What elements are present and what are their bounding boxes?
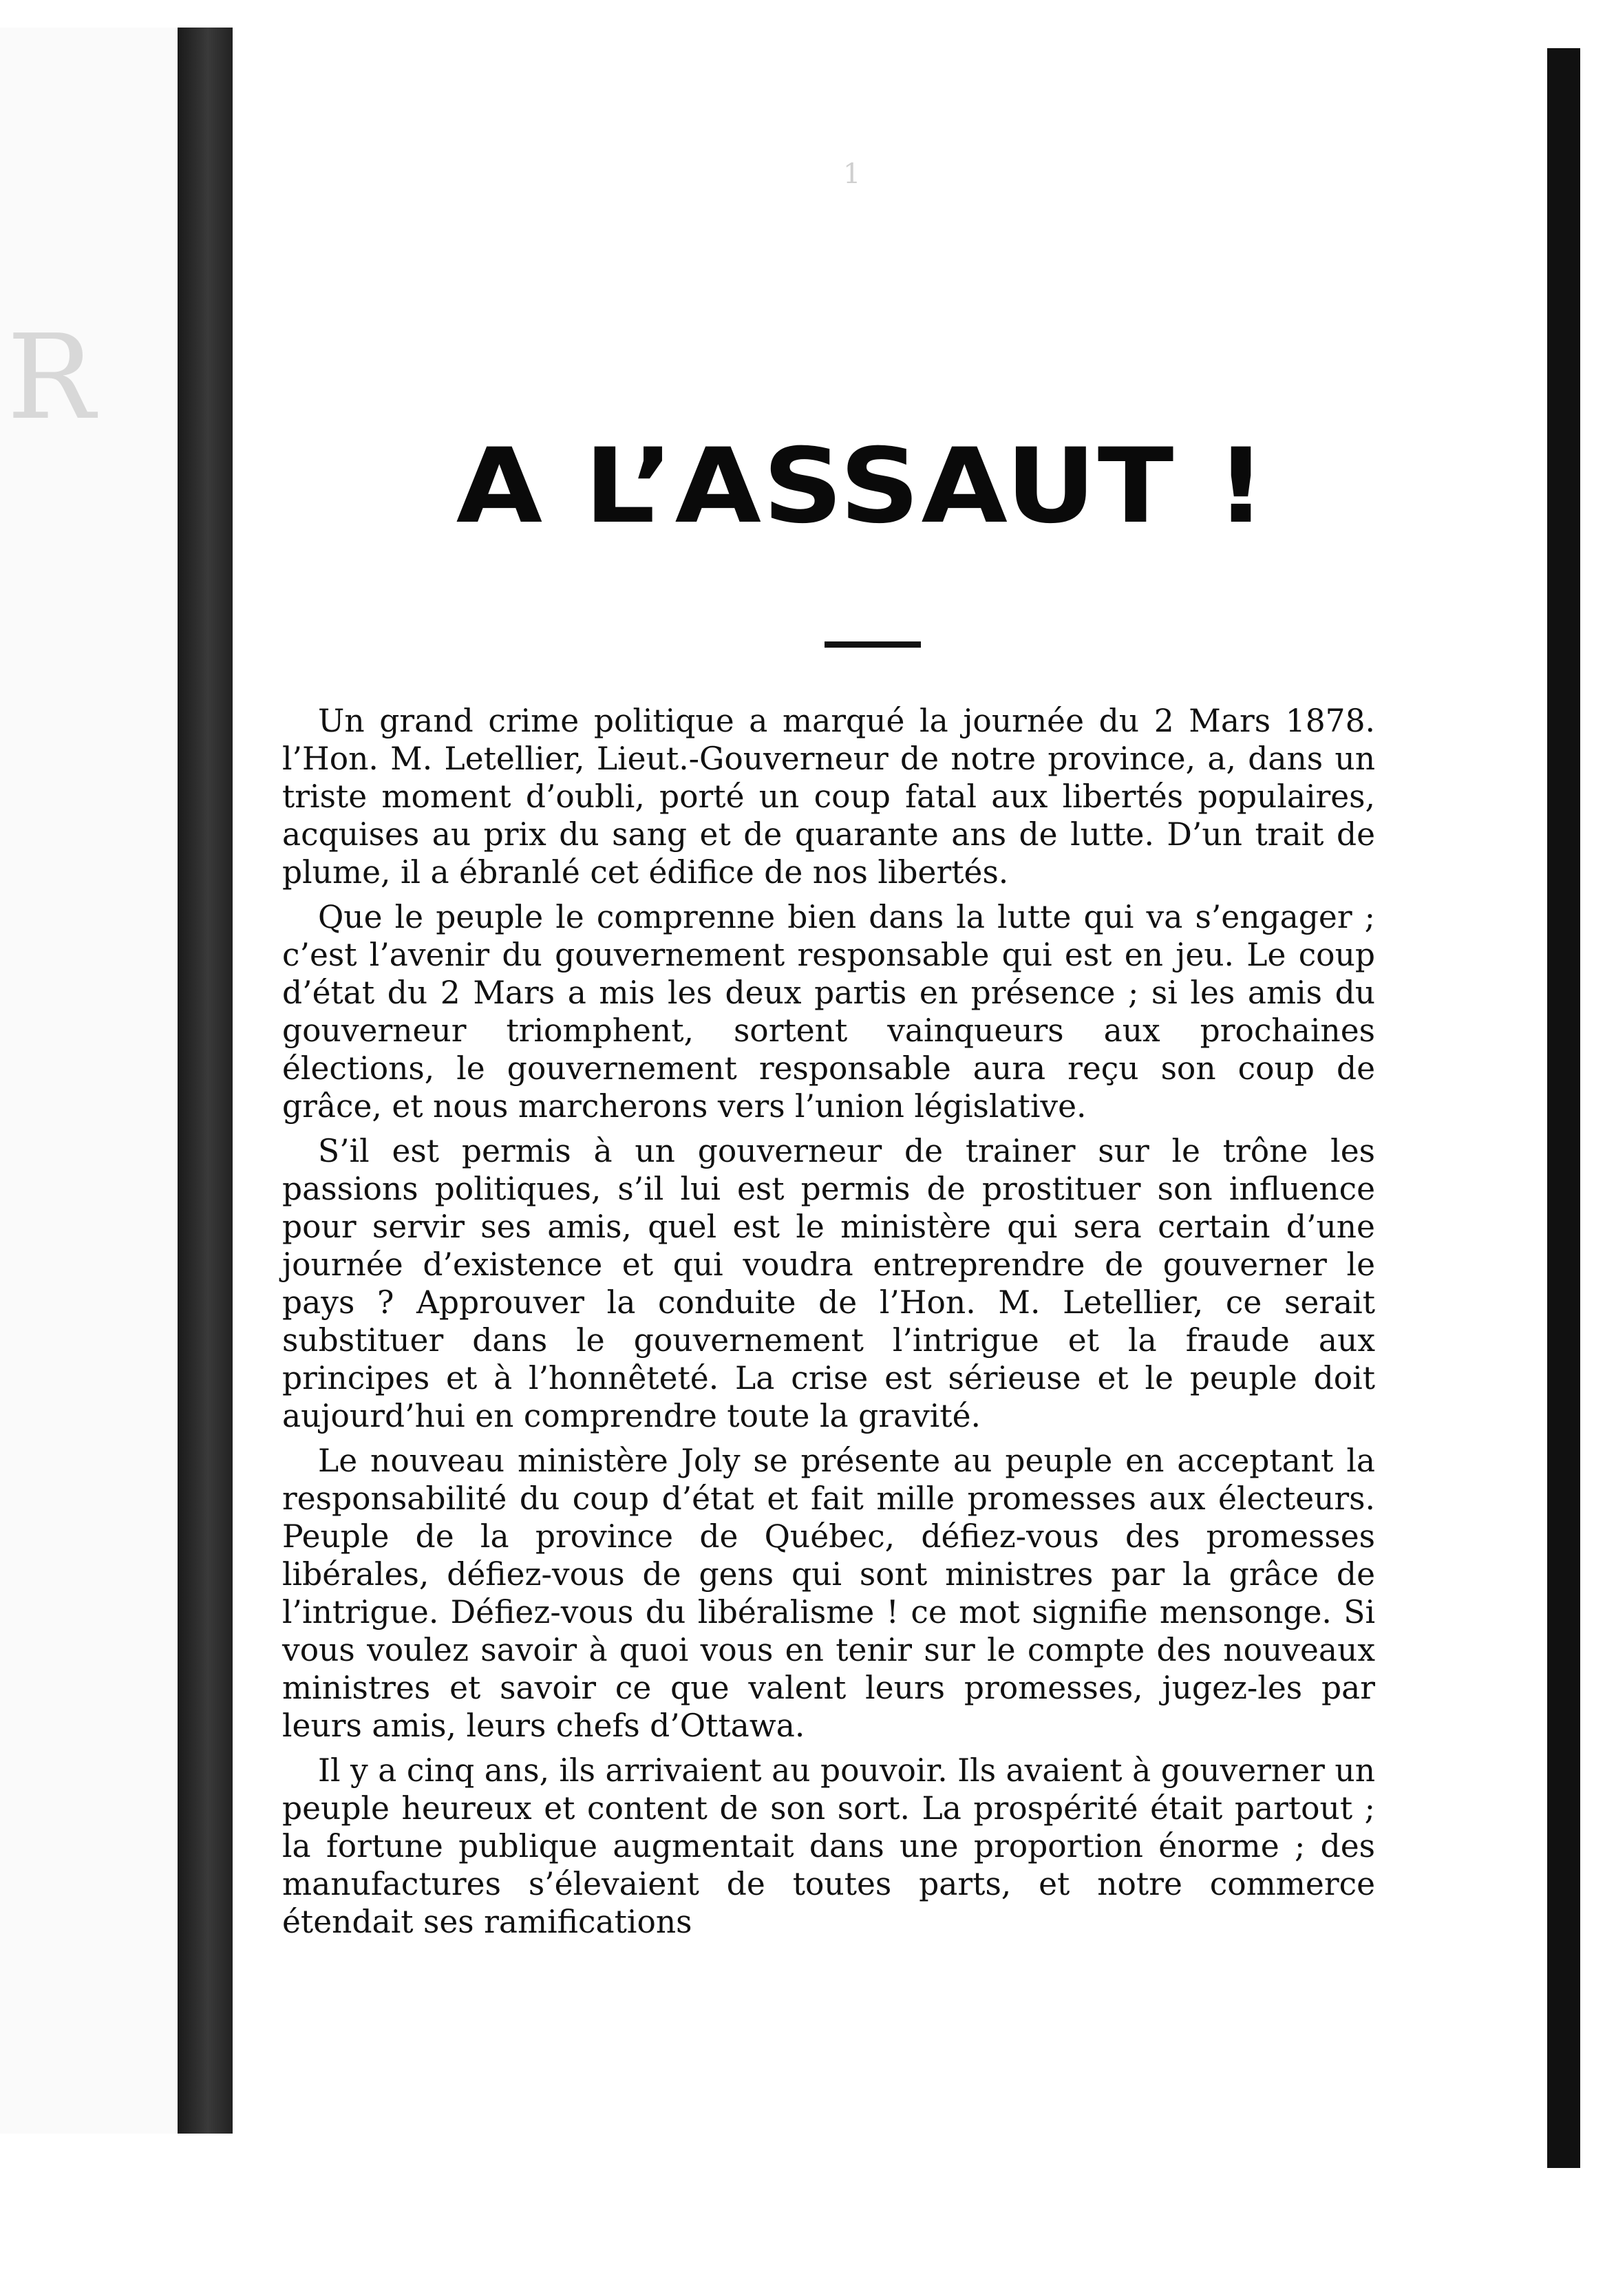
page-edge-shadow bbox=[1547, 48, 1580, 2168]
paragraph: Un grand crime politique a marqué la journée du 2 Mars 1878. l’Hon. M. Letellier, Lieut.-Gouverneur de notre province, a, dans un triste moment d’oubli, porté un coup fatal aux libertés populaires, acquises au prix du sang et de quarante ans de lutte. D’un trait de plume, il a ébranlé cet édifice de nos libertés. bbox=[282, 703, 1375, 891]
paragraph: Le nouveau ministère Joly se présente au peuple en acceptant la responsabilité du coup d’état et fait mille promesses aux électeurs. Peuple de la province de Québec, défiez-vous des promesses libérales, défiez-vous de gens qui sont ministres par la grâce de l’intrigue. Défiez-vous du libéralisme ! ce mot signifie mensonge. Si vous voulez savoir à quoi vous en tenir sur le compte des nouveaux ministres et savoir ce que valent leurs promesses, jugez-les par leurs amis, leurs chefs d’Ottawa. bbox=[282, 1443, 1375, 1744]
paragraph: Il y a cinq ans, ils arrivaient au pouvoir. Ils avaient à gouverner un peuple heureux et content de son sort. La prospérité était partout ; la fortune publique augmentait dans une proportion énorme ; des manufactures s’élevaient de toutes parts, et notre commerce étendait ses ramifications bbox=[282, 1752, 1375, 1940]
page-title: A L’ASSAUT ! bbox=[456, 427, 1268, 546]
paragraph: S’il est permis à un gouverneur de trainer sur le trône les passions politiques, s’il lui est permis de prostituer son influence pour servir ses amis, quel est le ministère qui sera certain d’une journée d’existence et qui voudra entreprendre de gouverner le pays ? Approuver la conduite de l’Hon. M. Letellier, ce serait substituer dans le gouvernement l’intrigue et la fraude aux principes et à l’honnêteté. La crise est sérieuse et le peuple doit aujourd’hui en comprendre toute la gravité. bbox=[282, 1133, 1375, 1434]
paragraph: Que le peuple le comprenne bien dans la lutte qui va s’engager ; c’est l’avenir du gouvernement responsable qui est en jeu. Le coup d’état du 2 Mars a mis les deux partis en présence ; si les amis du gouverneur triomphent, sortent vainqueurs aux prochaines élections, le gouvernement responsable aura reçu son coup de grâce, et nous marcherons vers l’union législative. bbox=[282, 899, 1375, 1125]
facing-page-edge bbox=[0, 28, 179, 2134]
article-body bbox=[282, 702, 1375, 1948]
title-rule bbox=[825, 641, 921, 648]
book-binding-gutter bbox=[178, 28, 233, 2134]
facing-page-bleed-letter: R bbox=[7, 310, 95, 446]
page-number: 1 bbox=[843, 158, 861, 190]
document-page bbox=[233, 41, 1547, 2134]
